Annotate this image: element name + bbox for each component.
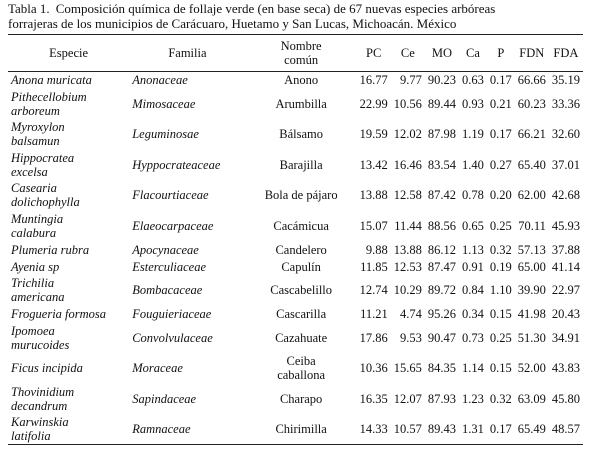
cell-especie <box>8 72 129 89</box>
table-row <box>8 323 583 354</box>
cell-ca: 1.14 <box>462 361 484 376</box>
especie-line-2: decandrum <box>11 398 68 413</box>
cell-especie <box>8 258 129 275</box>
cell-pc: 9.88 <box>365 242 388 257</box>
cell-p: 0.19 <box>489 259 512 274</box>
header-ce: Ce <box>400 46 415 60</box>
cell-mo: 88.56 <box>427 218 456 233</box>
nombre-comun-line-2: caballona <box>277 368 326 383</box>
cell-mo: 89.43 <box>427 422 456 436</box>
cell-nombre-comun <box>246 323 357 354</box>
cell-pc: 11.85 <box>360 259 388 274</box>
header-nombre-comun-2: común <box>284 53 319 67</box>
table-row <box>8 150 583 181</box>
cell-nombre-comun <box>246 211 357 242</box>
cell-ce: 9.53 <box>400 330 422 345</box>
cell-fdn: 65.40 <box>517 157 546 172</box>
cell-fda: 35.19 <box>551 73 580 88</box>
nombre-comun-line-1: Cascarilla <box>276 307 327 321</box>
cell-familia: Bombacaceae <box>132 283 203 298</box>
nombre-comun-line-1: Cazahuate <box>275 330 328 345</box>
table-row <box>8 241 583 258</box>
cell-mo: 87.47 <box>427 259 456 274</box>
table-row <box>8 275 583 306</box>
cell-p: 0.27 <box>489 157 512 172</box>
caption-text-1: Composición química de follaje verde (en base seca) de 67 nuevas especies arbóreas <box>55 1 496 16</box>
cell-nombre-comun <box>246 119 357 150</box>
cell-mo: 89.44 <box>427 96 456 111</box>
cell-fda: 42.68 <box>551 188 580 203</box>
cell-familia: Mimosaceae <box>132 96 196 111</box>
cell-especie <box>8 211 129 242</box>
cell-pc: 12.74 <box>359 283 388 298</box>
cell-fdn: 65.49 <box>517 422 546 436</box>
cell-familia: Anonaceae <box>132 73 188 88</box>
especie-line-2: calabura <box>11 225 57 240</box>
cell-especie <box>8 180 129 211</box>
especie-line-1: Hippocratea <box>11 150 75 165</box>
cell-ca: 0.78 <box>462 188 484 203</box>
cell-mo: 87.93 <box>427 391 456 406</box>
cell-ca: 1.19 <box>462 127 484 142</box>
nombre-comun-line-1: Candelero <box>275 242 327 257</box>
caption-label: Tabla 1. <box>8 1 50 16</box>
cell-especie <box>8 241 129 258</box>
cell-ca: 0.73 <box>462 330 484 345</box>
cell-pc: 19.59 <box>359 127 388 142</box>
cell-ca: 0.63 <box>462 73 484 88</box>
cell-ca: 1.40 <box>462 157 484 172</box>
cell-especie <box>8 89 129 120</box>
cell-p: 0.17 <box>489 73 512 88</box>
cell-pc: 17.86 <box>359 330 388 345</box>
especie-line-2: excelsa <box>11 164 48 179</box>
cell-fdn: 52.00 <box>517 361 546 376</box>
cell-mo: 87.98 <box>427 127 456 142</box>
especie-line-2: latifolia <box>11 429 51 443</box>
cell-pc: 14.33 <box>359 422 388 436</box>
cell-ce: 4.74 <box>400 307 422 321</box>
cell-fdn: 60.23 <box>517 96 546 111</box>
caption-line-1 <box>8 1 582 16</box>
cell-especie <box>8 150 129 181</box>
cell-ce: 12.02 <box>393 127 422 142</box>
especie-line-2: balsamun <box>11 134 60 149</box>
cell-fda: 45.80 <box>551 391 580 406</box>
cell-mo: 83.54 <box>427 157 456 172</box>
cell-mo: 90.47 <box>427 330 456 345</box>
cell-fdn: 66.66 <box>517 73 546 88</box>
cell-fdn: 39.90 <box>517 283 546 298</box>
cell-fdn: 66.21 <box>517 127 546 142</box>
cell-ce: 11.44 <box>394 218 422 233</box>
especie-line-2: murucoides <box>11 337 70 352</box>
cell-pc: 13.42 <box>359 157 388 172</box>
cell-nombre-comun <box>246 275 357 306</box>
nombre-comun-line-1: Cacámicua <box>273 218 329 233</box>
cell-fda: 32.60 <box>551 127 580 142</box>
cell-fdn: 65.00 <box>517 259 546 274</box>
especie-line-1: Plumeria rubra <box>11 242 90 257</box>
cell-nombre-comun <box>246 258 357 275</box>
table-row <box>8 180 583 211</box>
cell-nombre-comun <box>246 306 357 323</box>
cell-fdn: 62.00 <box>517 188 546 203</box>
cell-fda: 37.01 <box>551 157 580 172</box>
nombre-comun-line-1: Chirimilla <box>275 422 327 436</box>
cell-p: 0.32 <box>489 242 512 257</box>
cell-ce: 10.57 <box>393 422 422 436</box>
table-row <box>8 119 583 150</box>
cell-familia: Moraceae <box>132 361 183 376</box>
header-nombre-comun-1: Nombre <box>280 39 322 53</box>
table-row <box>8 414 583 445</box>
cell-nombre-comun <box>246 384 357 415</box>
cell-mo: 87.42 <box>427 188 456 203</box>
cell-p: 0.25 <box>489 218 512 233</box>
table-row <box>8 258 583 275</box>
cell-nombre-comun <box>246 241 357 258</box>
cell-familia: Apocynaceae <box>132 242 199 257</box>
cell-pc: 22.99 <box>359 96 388 111</box>
header-pc: PC <box>366 46 382 60</box>
table-caption <box>8 1 582 31</box>
composition-table <box>8 34 583 445</box>
cell-especie <box>8 414 129 445</box>
cell-familia: Sapindaceae <box>132 391 197 406</box>
cell-p: 0.15 <box>489 361 512 376</box>
cell-ce: 9.77 <box>400 73 422 88</box>
especie-line-1: Pithecellobium <box>11 89 87 104</box>
cell-pc: 16.77 <box>359 73 388 88</box>
nombre-comun-line-1: Ceiba <box>286 354 316 369</box>
cell-fdn: 57.13 <box>517 242 546 257</box>
cell-fda: 48.57 <box>551 422 580 436</box>
cell-p: 0.15 <box>489 307 512 321</box>
especie-line-1: Frogueria formosa <box>11 307 107 321</box>
especie-line-1: Myroxylon <box>11 120 65 135</box>
cell-especie <box>8 323 129 354</box>
cell-pc: 11.21 <box>360 307 388 321</box>
table-row <box>8 72 583 89</box>
table-row <box>8 211 583 242</box>
especie-line-1: Casearia <box>11 181 57 196</box>
cell-familia: Esterculiaceae <box>132 259 207 274</box>
cell-ce: 12.07 <box>393 391 422 406</box>
cell-nombre-comun <box>246 150 357 181</box>
cell-p: 0.17 <box>489 422 512 436</box>
cell-ce: 13.88 <box>393 242 422 257</box>
cell-fda: 45.93 <box>551 218 580 233</box>
cell-fdn: 63.09 <box>517 391 546 406</box>
especie-line-1: Ayenia sp <box>11 259 60 274</box>
cell-fda: 43.83 <box>551 361 580 376</box>
cell-pc: 13.88 <box>359 188 388 203</box>
cell-ca: 0.91 <box>462 259 484 274</box>
cell-nombre-comun <box>246 414 357 445</box>
especie-line-2: dolichophylla <box>11 195 80 210</box>
cell-mo: 95.26 <box>427 307 456 321</box>
cell-ce: 10.29 <box>393 283 422 298</box>
cell-fda: 20.43 <box>551 307 580 321</box>
cell-mo: 86.12 <box>427 242 456 257</box>
cell-pc: 16.35 <box>359 391 388 406</box>
cell-fdn: 41.98 <box>517 307 546 321</box>
cell-p: 0.32 <box>489 391 512 406</box>
header-especie: Especie <box>49 46 89 60</box>
especie-line-1: Trichilia <box>11 276 55 291</box>
cell-especie <box>8 306 129 323</box>
cell-ca: 0.34 <box>462 307 484 321</box>
cell-p: 0.25 <box>489 330 512 345</box>
header-p: P <box>497 46 505 60</box>
header-ca: Ca <box>465 46 480 60</box>
table-row <box>8 353 583 384</box>
cell-ca: 1.23 <box>462 391 484 406</box>
cell-ca: 0.84 <box>462 283 484 298</box>
nombre-comun-line-1: Arumbilla <box>275 96 327 111</box>
cell-ce: 10.56 <box>393 96 422 111</box>
cell-mo: 89.72 <box>427 283 456 298</box>
cell-familia: Fouguieriaceae <box>132 307 212 321</box>
cell-mo: 90.23 <box>427 73 456 88</box>
cell-especie <box>8 275 129 306</box>
cell-ca: 0.65 <box>462 218 484 233</box>
cell-especie <box>8 119 129 150</box>
cell-fdn: 51.30 <box>517 330 546 345</box>
nombre-comun-line-1: Charapo <box>279 391 323 406</box>
cell-fda: 34.91 <box>551 330 580 345</box>
nombre-comun-line-1: Capulín <box>281 259 321 274</box>
nombre-comun-line-1: Bola de pájaro <box>264 188 338 203</box>
cell-mo: 84.35 <box>427 361 456 376</box>
cell-fda: 41.14 <box>551 259 580 274</box>
nombre-comun-line-1: Barajilla <box>279 157 323 172</box>
cell-p: 0.20 <box>489 188 512 203</box>
cell-ca: 1.13 <box>462 242 484 257</box>
cell-ce: 12.53 <box>393 259 422 274</box>
cell-fda: 37.88 <box>551 242 580 257</box>
cell-familia: Ramnaceae <box>132 422 191 436</box>
cell-ce: 15.65 <box>393 361 422 376</box>
nombre-comun-line-1: Anono <box>284 73 319 88</box>
caption-line-2: forrajeras de los municipios de Carácuaro, Huetamo y San Lucas, Michoacán. México <box>8 16 457 31</box>
cell-fdn: 70.11 <box>518 218 546 233</box>
cell-familia: Hyppocrateaceae <box>132 157 221 172</box>
especie-line-1: Karwinskia <box>11 415 69 429</box>
cell-nombre-comun <box>246 72 357 89</box>
cell-p: 0.21 <box>489 96 512 111</box>
cell-pc: 10.36 <box>359 361 388 376</box>
especie-line-2: americana <box>11 290 65 305</box>
cell-nombre-comun <box>246 89 357 120</box>
table-row <box>8 384 583 415</box>
cell-p: 1.10 <box>489 283 512 298</box>
table-row <box>8 306 583 323</box>
cell-p: 0.17 <box>489 127 512 142</box>
nombre-comun-line-1: Cascabelillo <box>270 283 333 298</box>
header-familia: Familia <box>168 46 207 60</box>
cell-nombre-comun <box>246 180 357 211</box>
cell-especie <box>8 353 129 384</box>
header-fda: FDA <box>553 46 579 60</box>
cell-familia: Convolvulaceae <box>132 330 213 345</box>
cell-ca: 1.31 <box>462 422 484 436</box>
especie-line-1: Ficus incipida <box>11 361 83 376</box>
cell-ce: 16.46 <box>393 157 422 172</box>
cell-familia: Flacourtiaceae <box>132 188 209 203</box>
cell-fda: 33.36 <box>551 96 580 111</box>
header-nombre-comun <box>246 35 357 72</box>
especie-line-2: arboreum <box>11 103 60 118</box>
nombre-comun-line-1: Bálsamo <box>279 127 323 142</box>
cell-pc: 15.07 <box>359 218 388 233</box>
cell-ca: 0.93 <box>462 96 484 111</box>
cell-familia: Leguminosae <box>132 127 199 142</box>
table-row <box>8 89 583 120</box>
header-row <box>8 35 583 72</box>
cell-familia: Elaeocarpaceae <box>132 218 214 233</box>
especie-line-1: Muntingia <box>11 211 64 226</box>
cell-fda: 22.97 <box>551 283 580 298</box>
header-fdn: FDN <box>519 46 545 60</box>
cell-nombre-comun <box>246 353 357 384</box>
especie-line-1: Anona muricata <box>11 73 92 88</box>
cell-especie <box>8 384 129 415</box>
especie-line-1: Ipomoea <box>11 323 55 338</box>
table-body <box>8 72 583 445</box>
header-mo: MO <box>431 46 453 60</box>
cell-ce: 12.58 <box>393 188 422 203</box>
especie-line-1: Thovinidium <box>11 384 75 399</box>
